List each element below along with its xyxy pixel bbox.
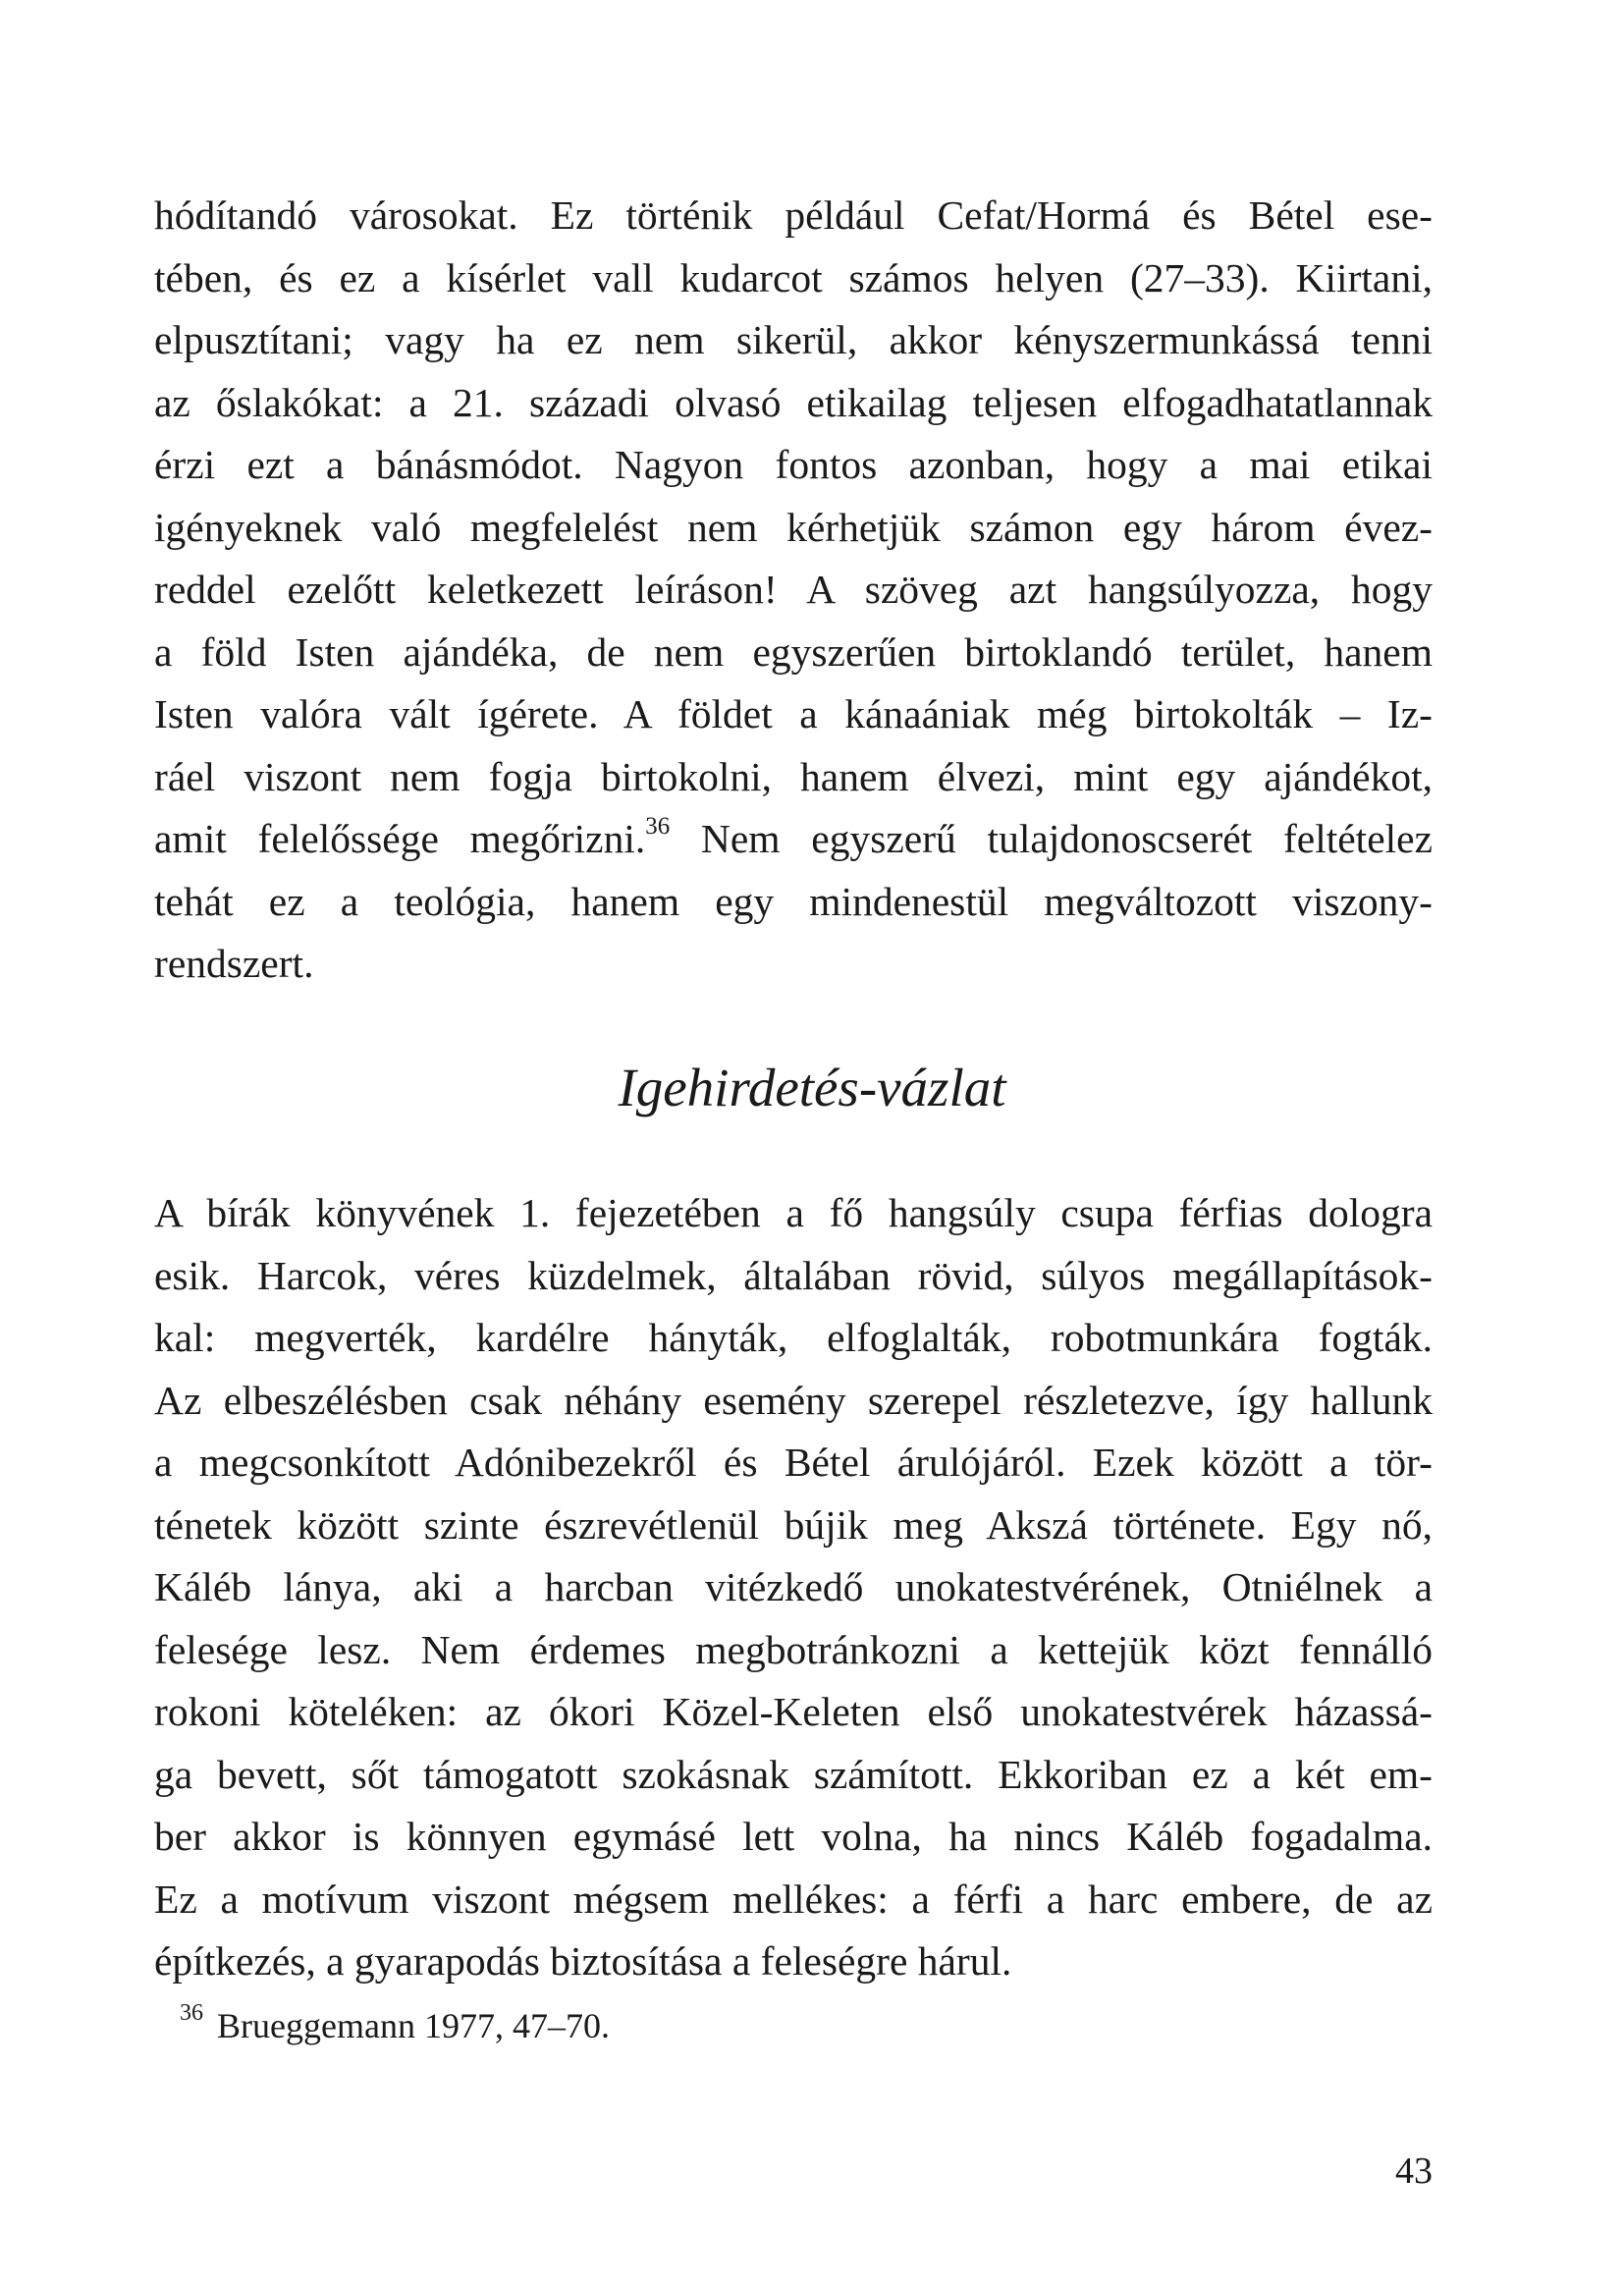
text-line: érzi ezt a bánásmódot. Nagyon fontos azonban, hogy a mai etikai	[154, 442, 1433, 487]
text-line: kal: megverték, kardélre hányták, elfoglalták, robotmunkára fogták.	[154, 1315, 1433, 1360]
footnote	[180, 2001, 610, 2055]
footnote-text: Brueggemann 1977, 47–70.	[217, 2006, 610, 2045]
text-line: felesége lesz. Nem érdemes megbotránkozni a kettejük közt fennálló	[154, 1626, 1433, 1672]
text-line: tehát ez a teológia, hanem egy mindenestül megváltozott viszony-	[154, 878, 1433, 924]
body-paragraph-1	[154, 185, 1433, 996]
text-line: reddel ezelőtt keletkezett leíráson! A szöveg azt hangsúlyozza, hogy	[154, 567, 1433, 612]
text-line: igényeknek való megfelelést nem kérhetjük számon egy három évez-	[154, 504, 1433, 550]
footnote-number: 36	[180, 2000, 203, 2026]
page-number: 43	[1395, 2150, 1433, 2192]
text-line: rendszert.	[154, 941, 314, 986]
text-line: hódítandó városokat. Ez történik például Cefat/Hormá és Bétel ese-	[154, 192, 1433, 238]
text-line: Az elbeszélésben csak néhány esemény szerepel részletezve, így hallunk	[154, 1377, 1433, 1423]
text-line: ber akkor is könnyen egymásé lett volna, ha nincs Káléb fogadalma.	[154, 1814, 1433, 1859]
text-line: Isten valóra vált ígérete. A földet a kánaániak még birtokolták – Iz-	[154, 691, 1433, 736]
text-line: ga bevett, sőt támogatott szokásnak számított. Ekkoriban ez a két em-	[154, 1751, 1433, 1797]
text-line: Ez a motívum viszont mégsem mellékes: a férfi a harc embere, de az	[154, 1876, 1433, 1922]
text-line: A bírák könyvének 1. fejezetében a fő hangsúly csupa férfias dologra	[154, 1190, 1433, 1235]
footnote-reference[interactable]: 36	[645, 813, 671, 841]
text-line: ráel viszont nem fogja birtokolni, hanem élvezi, mint egy ajándékot,	[154, 753, 1433, 799]
text-line: Káléb lánya, aki a harcban vitézkedő unokatestvérének, Otniélnek a	[154, 1564, 1433, 1609]
text-line: tében, és ez a kísérlet vall kudarcot számos helyen (27–33). Kiirtani,	[154, 254, 1433, 300]
section-heading: Igehirdetés-vázlat	[618, 1058, 1006, 1117]
text-line: a megcsonkított Adónibezekről és Bétel árulójáról. Ezek között a tör-	[154, 1440, 1433, 1485]
text-segment: amit felelőssége megőrizni.	[154, 816, 646, 861]
text-line: elpusztítani; vagy ha ez nem sikerül, akkor kényszermunkássá tenni	[154, 317, 1433, 362]
text-line: a föld Isten ajándéka, de nem egyszerűen birtoklandó terület, hanem	[154, 628, 1433, 675]
text-line: építkezés, a gyarapodás biztosítása a feleségre hárul.	[154, 1938, 1012, 1984]
text-line: rokoni köteléken: az ókori Közel-Keleten első unokatestvérek házassá-	[154, 1689, 1433, 1734]
text-line-with-footnote-ref	[154, 808, 1433, 871]
text-line: esik. Harcok, véres küzdelmek, általában rövid, súlyos megállapítások-	[154, 1252, 1433, 1298]
text-line: ténetek között szinte észrevétlenül bújik meg Akszá története. Egy nő,	[154, 1501, 1433, 1548]
text-line: az őslakókat: a 21. századi olvasó etikailag teljesen elfogadhatatlannak	[154, 379, 1433, 425]
text-segment: Nem egyszerű tulajdonoscserét feltételez	[670, 816, 1433, 861]
body-paragraph-2	[154, 1182, 1433, 1993]
